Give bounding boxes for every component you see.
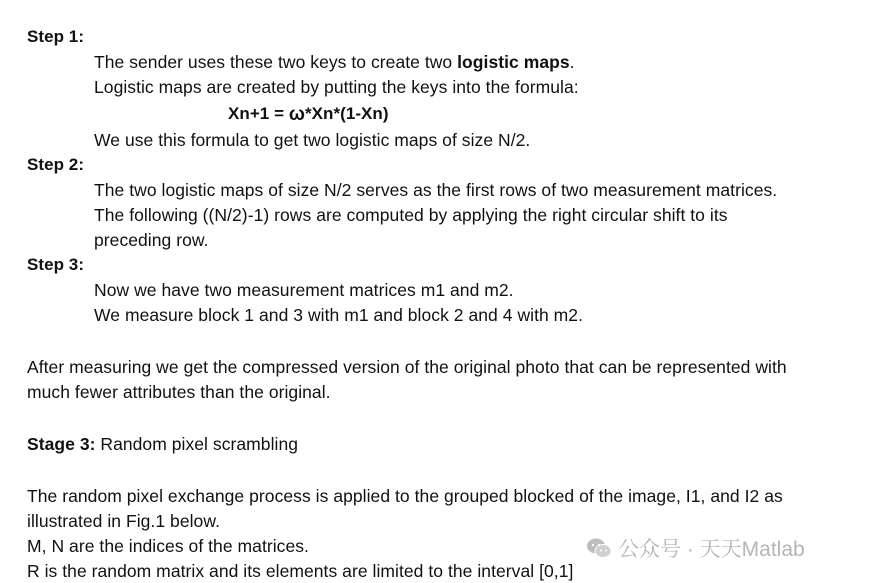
watermark [586, 535, 805, 561]
omega-symbol: ω [288, 104, 305, 125]
step-1-line-1-pre: The sender uses these two keys to create two [94, 52, 458, 72]
logistic-maps-term: logistic maps [457, 52, 570, 72]
paragraph-2-line-1: The random pixel exchange process is applied to the grouped blocked of the image, I1, and I2 as [27, 486, 783, 506]
step-2-line-1: The two logistic maps of size N/2 serves as the first rows of two measurement matrices. [94, 180, 778, 200]
step-3-heading: Step 3: [27, 255, 85, 274]
watermark-text: 公众号 · 天天Matlab [618, 538, 805, 561]
stage-3-label: Stage 3: [27, 434, 96, 454]
wechat-icon [586, 537, 612, 559]
stage-3-title: Random pixel scrambling [95, 434, 299, 454]
step-2-heading: Step 2: [27, 155, 85, 174]
formula-left: Xn+1 = [228, 104, 289, 123]
step-3-line-1: Now we have two measurement matrices m1 and m2. [94, 280, 514, 300]
step-1-line-3: We use this formula to get two logistic maps of size N/2. [94, 130, 531, 150]
paragraph-2-line-2: illustrated in Fig.1 below. [27, 511, 220, 531]
step-1-line-1-post: . [569, 52, 575, 72]
logistic-formula [228, 103, 389, 125]
stage-3-heading [27, 433, 298, 455]
formula-right: *Xn*(1-Xn) [304, 104, 389, 123]
step-2-line-3: preceding row. [94, 230, 209, 250]
step-1-heading: Step 1: [27, 27, 85, 46]
step-3-line-2: We measure block 1 and 3 with m1 and block 2 and 4 with m2. [94, 305, 583, 325]
step-1-line-1 [94, 51, 575, 73]
paragraph-2-line-3: M, N are the indices of the matrices. [27, 536, 309, 556]
paragraph-1-line-1: After measuring we get the compressed version of the original photo that can be represented with [27, 357, 787, 377]
paragraph-1-line-2: much fewer attributes than the original. [27, 382, 331, 402]
step-1-line-2: Logistic maps are created by putting the keys into the formula: [94, 77, 579, 97]
paragraph-2-line-4: R is the random matrix and its elements are limited to the interval [0,1] [27, 561, 574, 581]
step-2-line-2: The following ((N/2)-1) rows are computed by applying the right circular shift to its [94, 205, 728, 225]
